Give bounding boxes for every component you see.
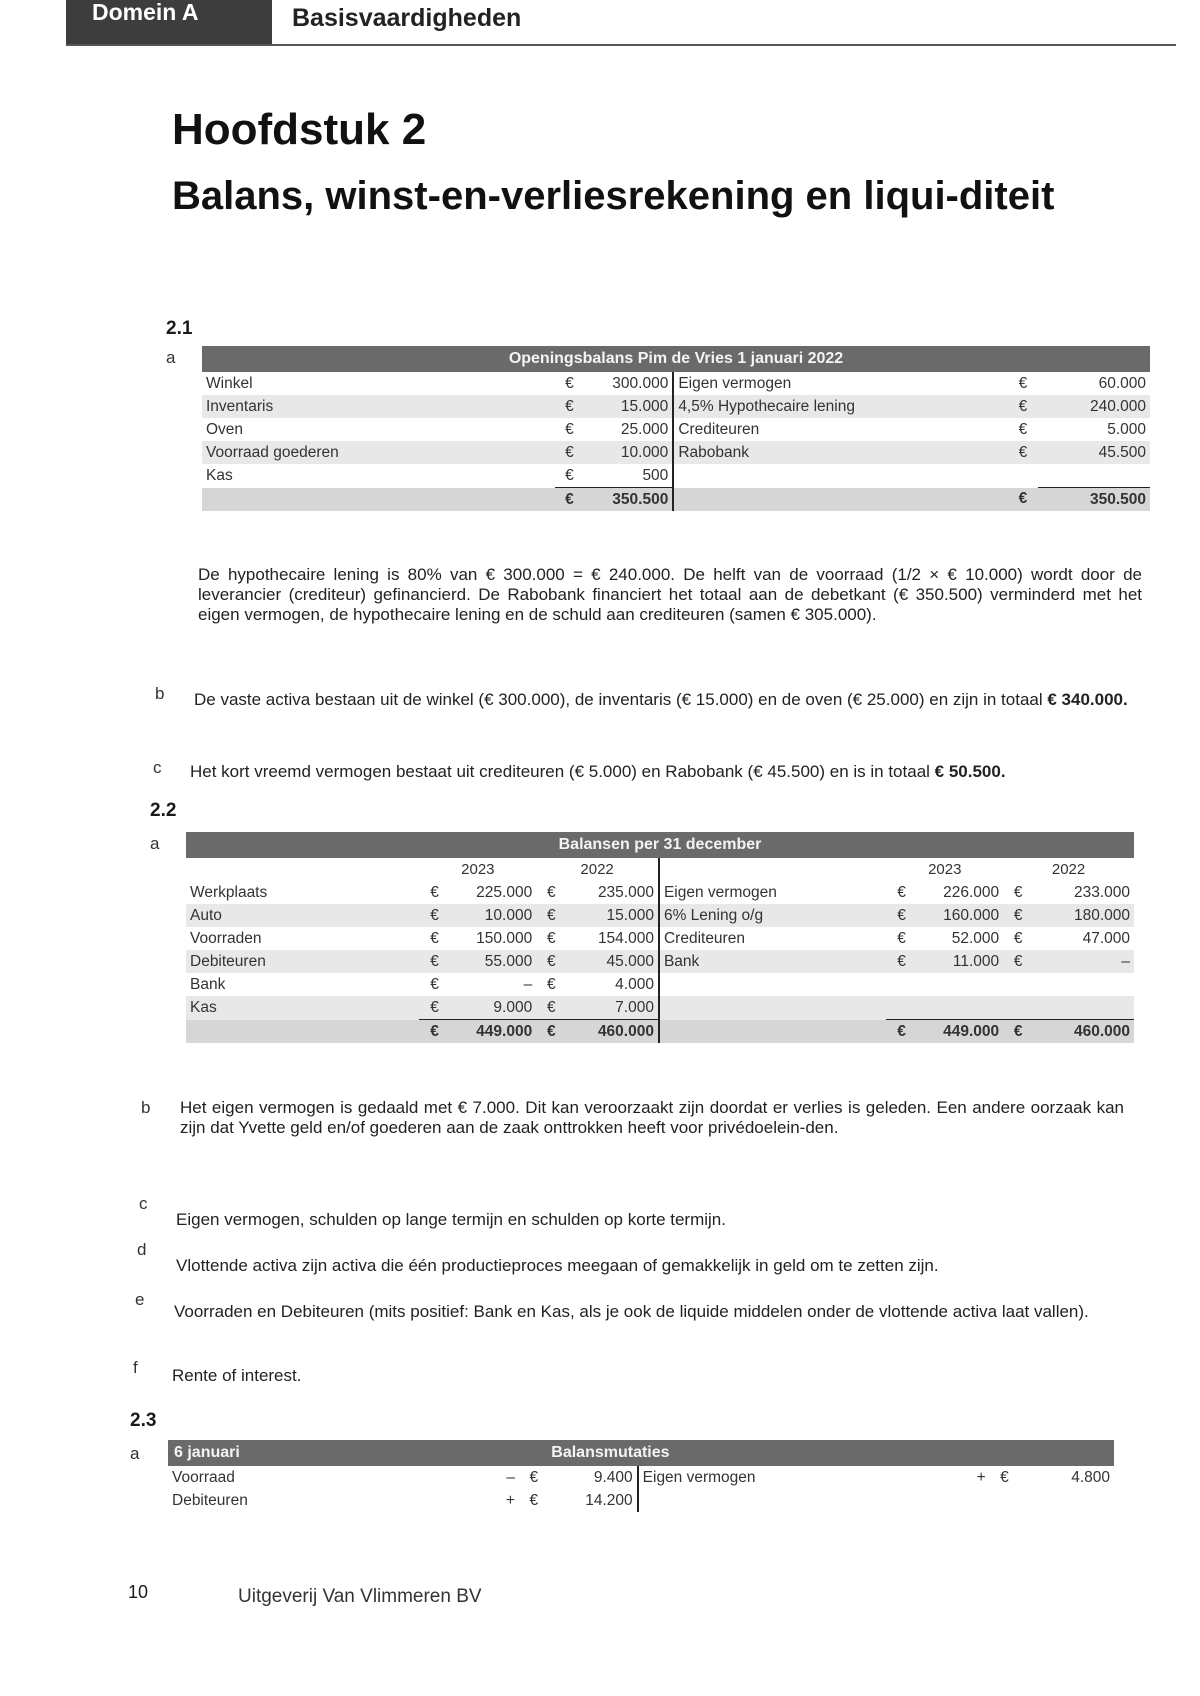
answer-text: Het eigen vermogen is gedaald met € 7.000. Dit kan veroorzaakt zijn doordat er verlies is geleden. Een andere oorzaak kan zijn dat Yvette geld en/of goederen aan de zaak onttrokken heeft voor privédoelein-den.	[180, 1098, 1124, 1137]
table-total-row: € 350.500 € 350.500	[202, 488, 1150, 512]
balance-mutations-table	[168, 1440, 1114, 1512]
page-header	[0, 0, 1200, 70]
table-row: Bank € – € 4.000	[186, 973, 1134, 996]
item-letter: a	[166, 348, 176, 367]
item-letter: d	[137, 1240, 147, 1259]
answer-text: Vlottende activa zijn activa die één productieproces meegaan of gemakkelijk in geld om te zetten zijn.	[176, 1256, 939, 1275]
table-row: Oven € 25.000 Crediteuren € 5.000	[202, 418, 1150, 441]
table-row: Voorraden € 150.000 € 154.000 Crediteuren € 52.000 € 47.000	[186, 927, 1134, 950]
year-header-row: 2023 2022 2023 2022	[186, 858, 1134, 881]
balance-sheets-table	[186, 832, 1134, 1043]
item-letter: c	[153, 758, 162, 777]
item-letter: e	[135, 1290, 145, 1309]
answer-text: De vaste activa bestaan uit de winkel (€ 300.000), de inventaris (€ 15.000) en de oven (€ 25.000) en zijn in totaal € 340.000.	[194, 690, 1128, 709]
answer-text: Voorraden en Debiteuren (mits positief: Bank en Kas, als je ook de liquide middelen onder de vlottende activa laat vallen).	[174, 1302, 1089, 1321]
answer-text: De hypothecaire lening is 80% van € 300.000 = € 240.000. De helft van de voorraad (1/2 × € 10.000) wordt door de leverancier (crediteur) gefinancierd. De Rabobank financiert het totaal aan de debetkant (€ 350.500) verminderd met het eigen vermogen, de hypothecaire lening en de schuld aan crediteuren (samen € 305.000).	[198, 565, 1142, 624]
table-row: Voorraad goederen € 10.000 Rabobank € 45.500	[202, 441, 1150, 464]
table-title: Openingsbalans Pim de Vries 1 januari 2022	[202, 346, 1150, 372]
table-row: Werkplaats € 225.000 € 235.000 Eigen vermogen € 226.000 € 233.000	[186, 881, 1134, 904]
item-letter: b	[141, 1098, 151, 1117]
table-row: Kas € 500	[202, 464, 1150, 488]
section-2-3-label: 2.3	[130, 1410, 157, 1431]
header-title: Basisvaardigheden	[292, 4, 522, 32]
chapter-title: Balans, winst-en-verliesrekening en liqui-diteit	[172, 174, 1055, 218]
item-letter: c	[139, 1194, 148, 1213]
answer-text: Eigen vermogen, schulden op lange termijn en schulden op korte termijn.	[176, 1210, 726, 1229]
item-letter: a	[130, 1444, 140, 1463]
table-row: Debiteuren € 55.000 € 45.000 Bank € 11.000 € –	[186, 950, 1134, 973]
table-row: Kas € 9.000 € 7.000	[186, 996, 1134, 1020]
table-row: Voorraad – € 9.400 Eigen vermogen + € 4.800	[168, 1466, 1114, 1489]
section-2-1-label: 2.1	[166, 318, 193, 339]
table-row: Auto € 10.000 € 15.000 6% Lening o/g € 160.000 € 180.000	[186, 904, 1134, 927]
table-row: Debiteuren + € 14.200	[168, 1489, 1114, 1512]
publisher: Uitgeverij Van Vlimmeren BV	[238, 1586, 482, 1607]
table-row: Winkel € 300.000 Eigen vermogen € 60.000	[202, 372, 1150, 395]
table-row: Inventaris € 15.000 4,5% Hypothecaire lening € 240.000	[202, 395, 1150, 418]
opening-balance-table	[202, 346, 1150, 511]
table-total-row: € 449.000 € 460.000 € 449.000 € 460.000	[186, 1020, 1134, 1044]
header-rule	[66, 44, 1176, 46]
section-2-2-label: 2.2	[150, 800, 177, 821]
chapter-number: Hoofdstuk 2	[172, 105, 427, 154]
item-letter: f	[133, 1358, 138, 1377]
page-number: 10	[128, 1582, 149, 1602]
item-letter: a	[150, 834, 160, 853]
answer-text: Rente of interest.	[172, 1366, 302, 1385]
item-letter: b	[155, 684, 165, 703]
table-title: Balansen per 31 december	[186, 832, 1134, 858]
table-date: 6 januari	[168, 1440, 491, 1466]
table-title: Balansmutaties	[491, 1440, 1114, 1466]
answer-text: Het kort vreemd vermogen bestaat uit crediteuren (€ 5.000) en Rabobank (€ 45.500) en is in totaal € 50.500.	[190, 762, 1006, 781]
domain-tab: Domein A	[66, 0, 272, 44]
